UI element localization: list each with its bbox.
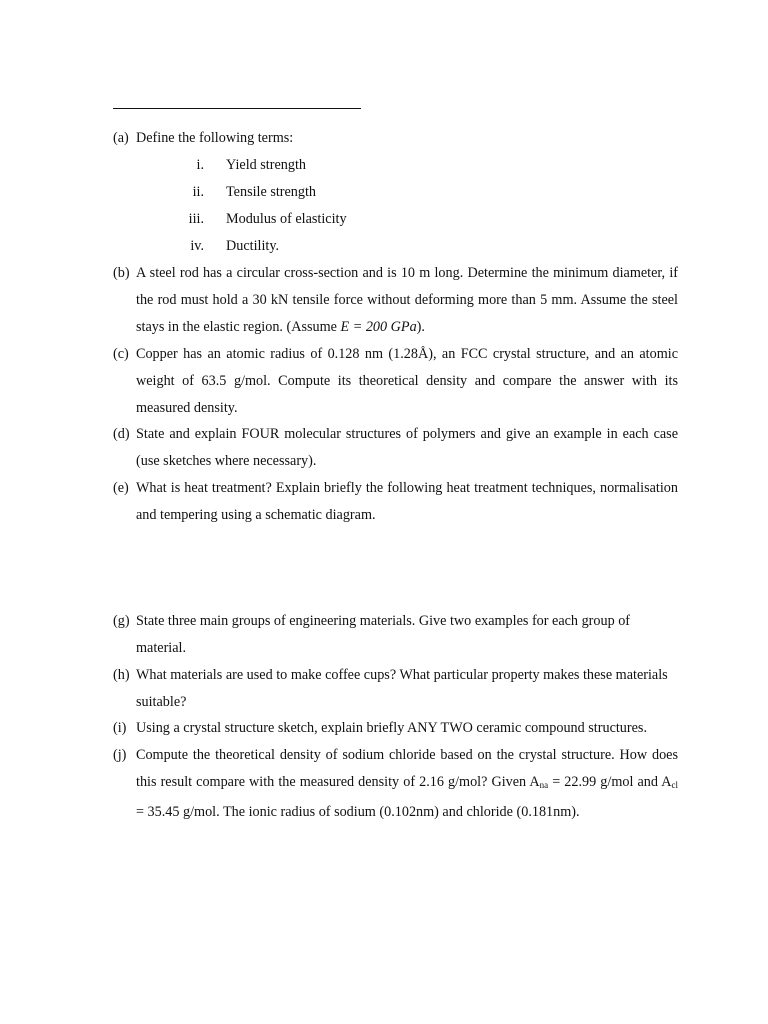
question-label: (g)	[113, 613, 130, 629]
term-text: Modulus of elasticity	[226, 211, 347, 227]
question-label: (e)	[113, 480, 129, 496]
question-text: State and explain FOUR molecular structures of polymers and give an example in each case (use sketches where necessary).	[136, 426, 678, 469]
question-e	[113, 475, 678, 529]
subscript: na	[539, 780, 549, 790]
header-rule	[113, 108, 361, 109]
term-text: Ductility.	[226, 238, 280, 254]
question-text-part: A steel rod has a circular cross-section and is 10 m long. Determine the minimum diameter, if the rod must hold a 30 kN tensile force without deforming more than 5 mm. Assume the steel stays in the elastic region. (Assume	[136, 265, 678, 335]
question-j	[113, 742, 678, 823]
question-label: (d)	[113, 426, 130, 442]
question-c	[113, 341, 678, 422]
question-b	[113, 260, 678, 341]
question-text: Define the following terms:	[136, 130, 294, 146]
question-i	[113, 715, 678, 742]
term-number: iii.	[188, 211, 204, 227]
question-label: (j)	[113, 747, 127, 763]
question-text: What materials are used to make coffee cups? What particular property makes these materials suitable?	[136, 667, 668, 710]
term-number: i.	[196, 157, 204, 173]
term-item	[170, 179, 470, 206]
term-text: Yield strength	[226, 157, 306, 173]
question-label: (i)	[113, 720, 127, 736]
question-label: (h)	[113, 667, 130, 683]
term-item	[170, 233, 470, 260]
question-d	[113, 421, 678, 475]
question-text	[136, 260, 678, 341]
question-text: Using a crystal structure sketch, explain briefly ANY TWO ceramic compound structures.	[136, 720, 647, 736]
question-text: Copper has an atomic radius of 0.128 nm (1.28Å), an FCC crystal structure, and an atomic weight of 63.5 g/mol. Compute its theoretical density and compare the answer with its measured density.	[136, 346, 678, 416]
subscript: cl	[671, 780, 678, 790]
term-text: Tensile strength	[226, 184, 317, 200]
question-text: State three main groups of engineering materials. Give two examples for each group of material.	[136, 613, 631, 656]
question-label: (b)	[113, 265, 130, 281]
question-text-part: ).	[416, 319, 425, 335]
question-label: (c)	[113, 346, 129, 362]
question-text-part: = 22.99 g/mol and A	[548, 774, 672, 790]
question-text-part: = 35.45 g/mol. The ionic radius of sodium (0.102nm) and chloride (0.181nm).	[136, 804, 580, 820]
modulus-value: E = 200 GPa	[340, 319, 417, 335]
question-text: What is heat treatment? Explain briefly the following heat treatment techniques, normalisation and tempering using a schematic diagram.	[136, 480, 678, 523]
question-label: (a)	[113, 130, 129, 146]
term-item	[170, 152, 470, 179]
term-number: iv.	[190, 238, 204, 254]
question-h	[113, 662, 678, 716]
question-a	[113, 125, 678, 152]
question-text-part: Compute the theoretical density of sodium chloride based on the crystal structure. How does this result compare with the measured density of 2.16 g/mol? Given A	[136, 747, 678, 790]
term-item	[170, 206, 470, 233]
term-number: ii.	[192, 184, 204, 200]
question-g	[113, 608, 678, 662]
question-text	[136, 742, 678, 826]
